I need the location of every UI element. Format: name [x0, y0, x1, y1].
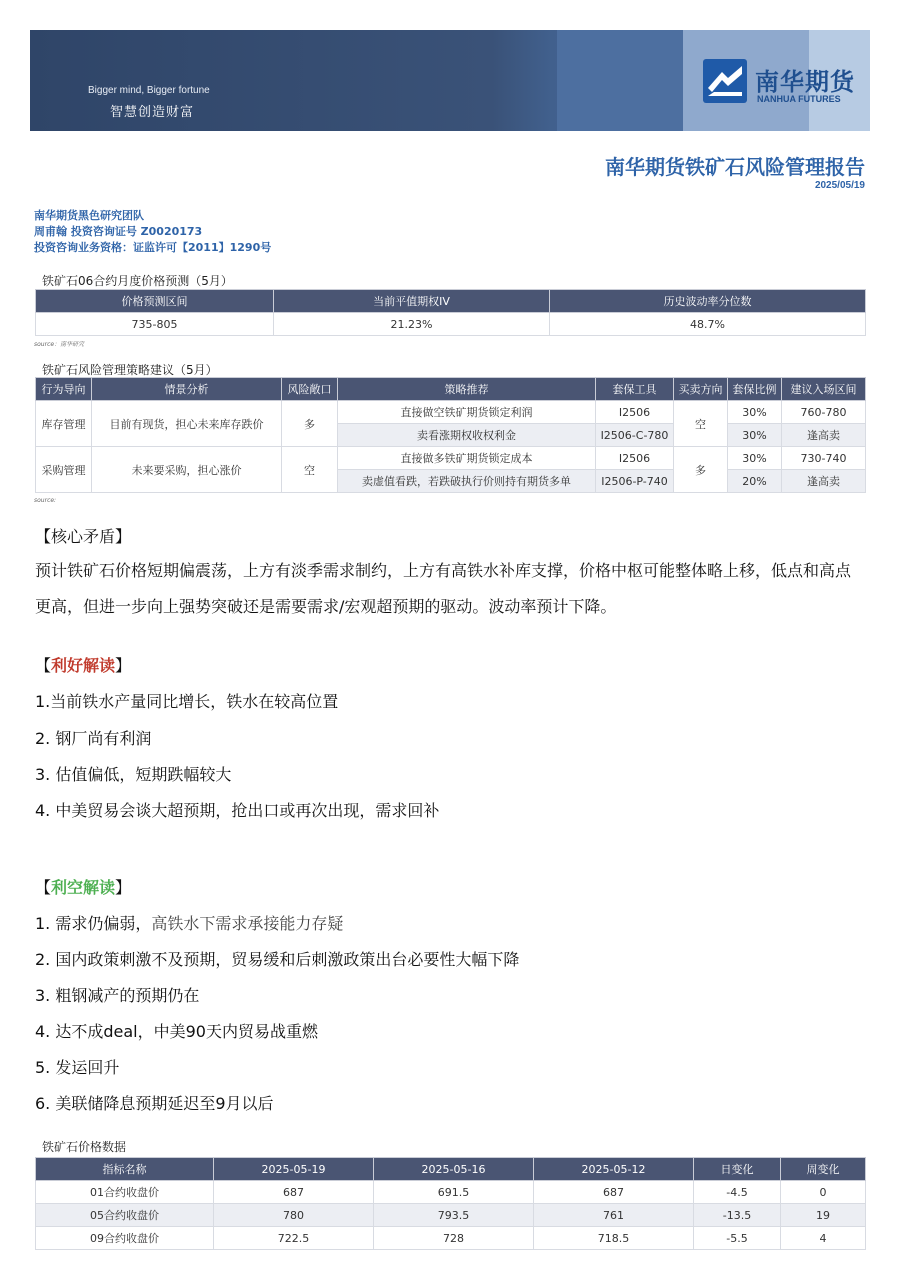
table-cell: 687 [534, 1181, 694, 1204]
table-cell: 761 [534, 1204, 694, 1227]
scenario-cell: 未来要采购，担心涨价 [92, 447, 282, 493]
list-item [35, 911, 343, 934]
column-header: 2025-05-12 [534, 1158, 694, 1181]
source-note: source: [34, 497, 57, 504]
bracket: 】 [115, 878, 132, 897]
entry-cell: 逢高卖 [782, 470, 866, 493]
list-item: 2. 钢厂尚有利润 [35, 729, 152, 748]
table-row [36, 1227, 866, 1250]
ratio-cell: 30% [728, 401, 782, 424]
bracket: 【 [35, 656, 52, 675]
core-heading: 【核心矛盾】 [35, 527, 132, 546]
column-header: 套保工具 [596, 378, 674, 401]
exposure-cell: 空 [282, 447, 338, 493]
list-item: 2. 国内政策刺激不及预期，贸易缓和后刺激政策出台必要性大幅下降 [35, 950, 520, 969]
analyst-info: 周甫翰 投资咨询证号 Z0020173 [34, 225, 203, 238]
list-item: 6. 美联储降息预期延迟至9月以后 [35, 1094, 274, 1113]
table1-caption: 铁矿石06合约月度价格预测（5月） [42, 274, 233, 288]
tool-cell: I2506-P-740 [596, 470, 674, 493]
team-name: 南华期货黑色研究团队 [34, 209, 144, 222]
table-row [36, 1204, 866, 1227]
column-header: 买卖方向 [674, 378, 728, 401]
list-item: 3. 估值偏低，短期跌幅较大 [35, 765, 232, 784]
table-cell: 19 [781, 1204, 866, 1227]
bearish-heading [35, 875, 131, 898]
column-header: 套保比例 [728, 378, 782, 401]
bullish-heading-label: 利好解读 [51, 656, 116, 675]
core-paragraph: 预计铁矿石价格短期偏震荡，上方有淡季需求制约，上方有高铁水补库支撑，价格中枢可能整体略上移，低点和高点更高，但进一步向上强势突破还是需要需求/宏观超预期的驱动。波动率预计下降。 [35, 561, 852, 616]
logo-text-cn: 南华期货 [755, 68, 855, 96]
report-title: 南华期货铁矿石风险管理报告 [605, 155, 865, 179]
column-header: 历史波动率分位数 [550, 290, 866, 313]
table-cell: 722.5 [214, 1227, 374, 1250]
table-cell: 735-805 [36, 313, 274, 336]
table-cell: -4.5 [694, 1181, 781, 1204]
table2-caption: 铁矿石风险管理策略建议（5月） [42, 363, 218, 377]
column-header: 日变化 [694, 1158, 781, 1181]
table-cell: 691.5 [374, 1181, 534, 1204]
ratio-cell: 30% [728, 447, 782, 470]
column-header: 风险敞口 [282, 378, 338, 401]
behavior-cell: 库存管理 [36, 401, 92, 447]
table-row [36, 447, 866, 470]
header-banner [30, 30, 870, 131]
list-item-text: 高铁水下需求承接能力存疑 [151, 914, 344, 933]
tool-cell: I2506-C-780 [596, 424, 674, 447]
bullish-heading [35, 653, 131, 676]
table-cell: 780 [214, 1204, 374, 1227]
direction-cell: 多 [674, 447, 728, 493]
table-cell: 21.23% [274, 313, 550, 336]
list-item: 4. 达不成deal，中美90天内贸易战重燃 [35, 1022, 318, 1041]
column-header: 2025-05-16 [374, 1158, 534, 1181]
column-header: 2025-05-19 [214, 1158, 374, 1181]
table-cell: 09合约收盘价 [36, 1227, 214, 1250]
list-item: 5. 发运回升 [35, 1058, 120, 1077]
license-info: 投资咨询业务资格：证监许可【2011】1290号 [34, 241, 272, 254]
strategy-cell: 卖看涨期权收权利金 [338, 424, 596, 447]
bracket: 】 [115, 656, 132, 675]
table-row [36, 313, 866, 336]
strategy-table [35, 377, 866, 493]
table3-caption: 铁矿石价格数据 [42, 1140, 127, 1154]
list-item: 4. 中美贸易会谈大超预期，抢出口或再次出现，需求回补 [35, 801, 440, 820]
banner-stripe [557, 30, 683, 131]
tool-cell: I2506 [596, 401, 674, 424]
price-forecast-table [35, 289, 866, 336]
ratio-cell: 20% [728, 470, 782, 493]
table-row [36, 401, 866, 424]
table-cell: -13.5 [694, 1204, 781, 1227]
list-item: 3. 粗钢减产的预期仍在 [35, 986, 200, 1005]
table-row [36, 1181, 866, 1204]
table-cell: -5.5 [694, 1227, 781, 1250]
slogan-en: Bigger mind, Bigger fortune [88, 85, 210, 96]
table-cell: 48.7% [550, 313, 866, 336]
scenario-cell: 目前有现货，担心未来库存跌价 [92, 401, 282, 447]
column-header: 行为导向 [36, 378, 92, 401]
direction-cell: 空 [674, 401, 728, 447]
entry-cell: 730-740 [782, 447, 866, 470]
logo-text-en: NANHUA FUTURES [757, 94, 841, 104]
slogan-cn: 智慧创造财富 [110, 105, 195, 120]
table-cell: 0 [781, 1181, 866, 1204]
strategy-cell: 直接做多铁矿期货锁定成本 [338, 447, 596, 470]
price-data-table [35, 1157, 866, 1250]
entry-cell: 760-780 [782, 401, 866, 424]
table-cell: 718.5 [534, 1227, 694, 1250]
list-item: 1.当前铁水产量同比增长，铁水在较高位置 [35, 692, 339, 711]
exposure-cell: 多 [282, 401, 338, 447]
list-item-text: 1. 需求仍偏弱， [35, 914, 152, 933]
strategy-cell: 直接做空铁矿期货锁定利润 [338, 401, 596, 424]
table-cell: 05合约收盘价 [36, 1204, 214, 1227]
behavior-cell: 采购管理 [36, 447, 92, 493]
table-cell: 01合约收盘价 [36, 1181, 214, 1204]
table-cell: 4 [781, 1227, 866, 1250]
bracket: 【 [35, 878, 52, 897]
strategy-cell: 卖虚值看跌，若跌破执行价则持有期货多单 [338, 470, 596, 493]
tool-cell: I2506 [596, 447, 674, 470]
nanhua-logo-icon [702, 58, 748, 104]
column-header: 策略推荐 [338, 378, 596, 401]
bearish-heading-label: 利空解读 [51, 878, 116, 897]
table-cell: 793.5 [374, 1204, 534, 1227]
column-header: 建议入场区间 [782, 378, 866, 401]
column-header: 周变化 [781, 1158, 866, 1181]
table-cell: 687 [214, 1181, 374, 1204]
source-note: source：南华研究 [34, 341, 85, 348]
report-date: 2025/05/19 [814, 180, 865, 191]
column-header: 当前平值期权IV [274, 290, 550, 313]
entry-cell: 逢高卖 [782, 424, 866, 447]
table-cell: 728 [374, 1227, 534, 1250]
column-header: 情景分析 [92, 378, 282, 401]
column-header: 价格预测区间 [36, 290, 274, 313]
team-info [34, 208, 271, 256]
column-header: 指标名称 [36, 1158, 214, 1181]
ratio-cell: 30% [728, 424, 782, 447]
